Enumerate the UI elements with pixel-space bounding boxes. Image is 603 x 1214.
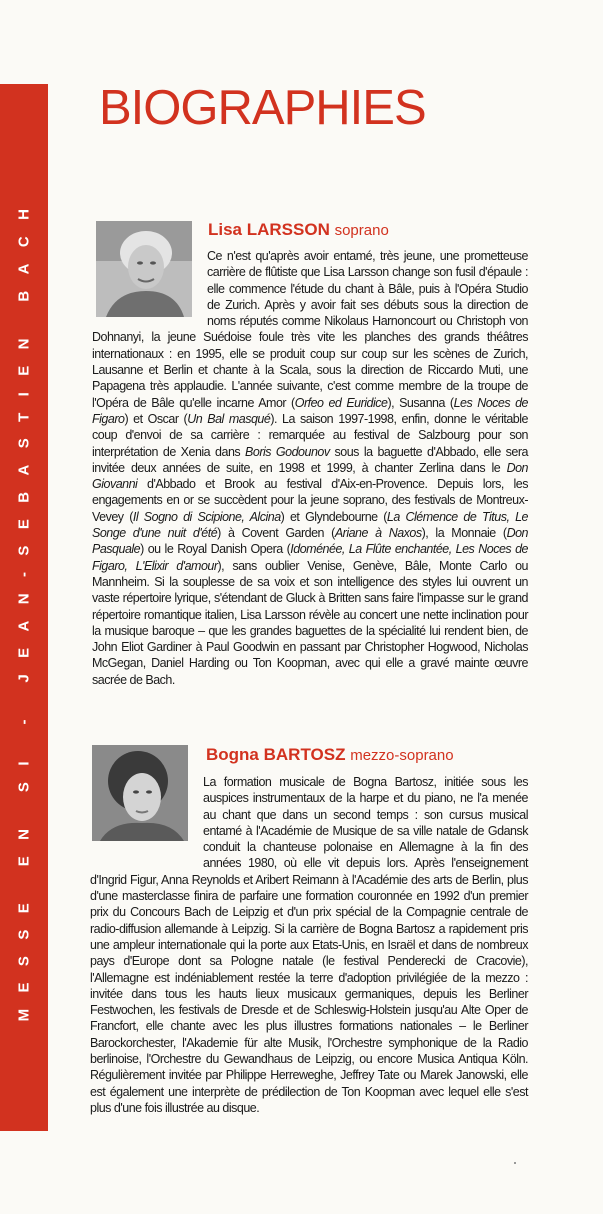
photo-spacer <box>90 774 203 871</box>
page-title: BIOGRAPHIES <box>99 81 426 135</box>
bio-name: Lisa LARSSON <box>208 220 330 239</box>
bio-paragraph: La formation musicale de Bogna Bartosz, initiée sous les auspices instrumentaux de la harpe et du piano, ne l'a menée au chant que dans un second temps : son cursus musical entamé à l'Académie de Musique de sa ville natale de Gdansk conduit la chanteuse polonaise en Allemagne à la fin des années 1980, où elle vit depuis lors. Après l'enseignement d'Ingrid Figur, Anna Reynolds et Aribert Reimann à l'Académie des arts de Berlin, plus d'une masterclasse finira de parfaire une formation couronnée en 1992 d'un premier prix du Concours Bach de Leipzig et d'un prix spécial de la Compagnie centrale de radio-diffusion allemande à Leipzig. Si la carrière de Bogna Bartosz a rapidement pris une ampleur internationale qui la porte aux Etats-Unis, en Israël et dans de nombreux pays d'Europe dont sa Pologne natale (le festival Penderecki de Cracovie), l'Allemagne est indéniablement restée la terre d'adoption privilégiée de la mezzo : invitée dans tous les hauts lieux musicaux germaniques, depuis les Berliner Festwochen, les festivals de Dresde et de Schleswig-Holstein jusqu'au Alte Oper de Francfort, elle chante avec les plus illustres formations nationales – le Berliner Barockorchester, l'Akademie für alte Musik, l'Orchestre symphonique de la Radio berlinoise, l'Orchestre du Gewandhaus de Leipzig, ou encore Musica Antiqua Köln. Régulièrement invitée par Philippe Herreweghe, Jeffrey Tate ou Marek Janowski, elle est également une interprète de prédilection de Ton Koopman avec lequel elle s'est plus d'une fois illustrée au disque. <box>90 775 528 1115</box>
photo-spacer <box>92 248 207 329</box>
bio-heading <box>208 220 389 241</box>
bio-heading <box>206 745 454 766</box>
vertical-side-title: MESSE EN SI - JEAN-SEBASTIEN BACH <box>15 192 33 1022</box>
bio-voice-type: mezzo-soprano <box>350 747 454 764</box>
bio-paragraph: Ce n'est qu'après avoir entamé, très jeune, une prometteuse carrière de flûtiste que Lisa Larsson change son fusil d'épaule : elle commence l'étude du chant à Bâle, puis à l'Opéra Studio de Zurich. Après y avoir fait ses débuts sous la direction de noms réputés comme Nikolaus Harnoncourt ou Christoph von Dohnanyi, la jeune Suédoise foule très vite les planches des grands théâtres internationaux : en 1995, elle se produit coup sur coup sur les scènes de Zurich, Lausanne et Berlin et chante à la Scala, sous la direction de Riccardo Muti, une Papagena très applaudie. L'année suivante, c'est comme membre de la troupe de l'Opéra de Bâle qu'elle incarne Amor (Orfeo ed Euridice), Susanna (Les Noces de Figaro) et Oscar (Un Bal masqué). La saison 1997-1998, enfin, donne le véritable coup d'envoi de sa carrière : remarquée au festival de Salzbourg pour son interprétation de Xenia dans Boris Godounov sous la baguette d'Abbado, elle sera invitée deux années de suite, en 1998 et 1999, à chanter Zerlina dans le Don Giovanni d'Abbado et Brook au festival d'Aix-en-Provence. Depuis lors, les engagements en or se succèdent pour la jeune soprano, des festivals de Montreux-Vevey (Il Sogno di Scipione, Alcina) et Glyndebourne (La Clémence de Titus, Le Songe d'une nuit d'été) à Covent Garden (Ariane à Naxos), la Monnaie (Don Pasquale) ou le Royal Danish Opera (Idoménée, La Flûte enchantée, Les Noces de Figaro, L'Elixir d'amour), sans oublier Venise, Genève, Bâle, Monte Carlo ou Mannheim. Si la souplesse de sa voix et son intelligence des styles lui ouvrent un vaste répertoire lyrique, s'étendant de Gluck à Britten sans faire l'impasse sur le grand répertoire romantique italien, Lisa Larsson révèle au concert une nette inclination pour la musique baroque – que les grandes baguettes de la spécialité lui rendent bien, de John Eliot Gardiner à Paul Goodwin en passant par Christopher Hogwood, Nicholas McGegan, Daniel Harding ou Ton Koopman, avec qui elle a gravé mainte œuvre sacrée de Bach. <box>92 249 529 687</box>
bio-name: Bogna BARTOSZ <box>206 745 346 764</box>
page-mark <box>514 1162 516 1164</box>
bio-voice-type: soprano <box>334 222 389 239</box>
